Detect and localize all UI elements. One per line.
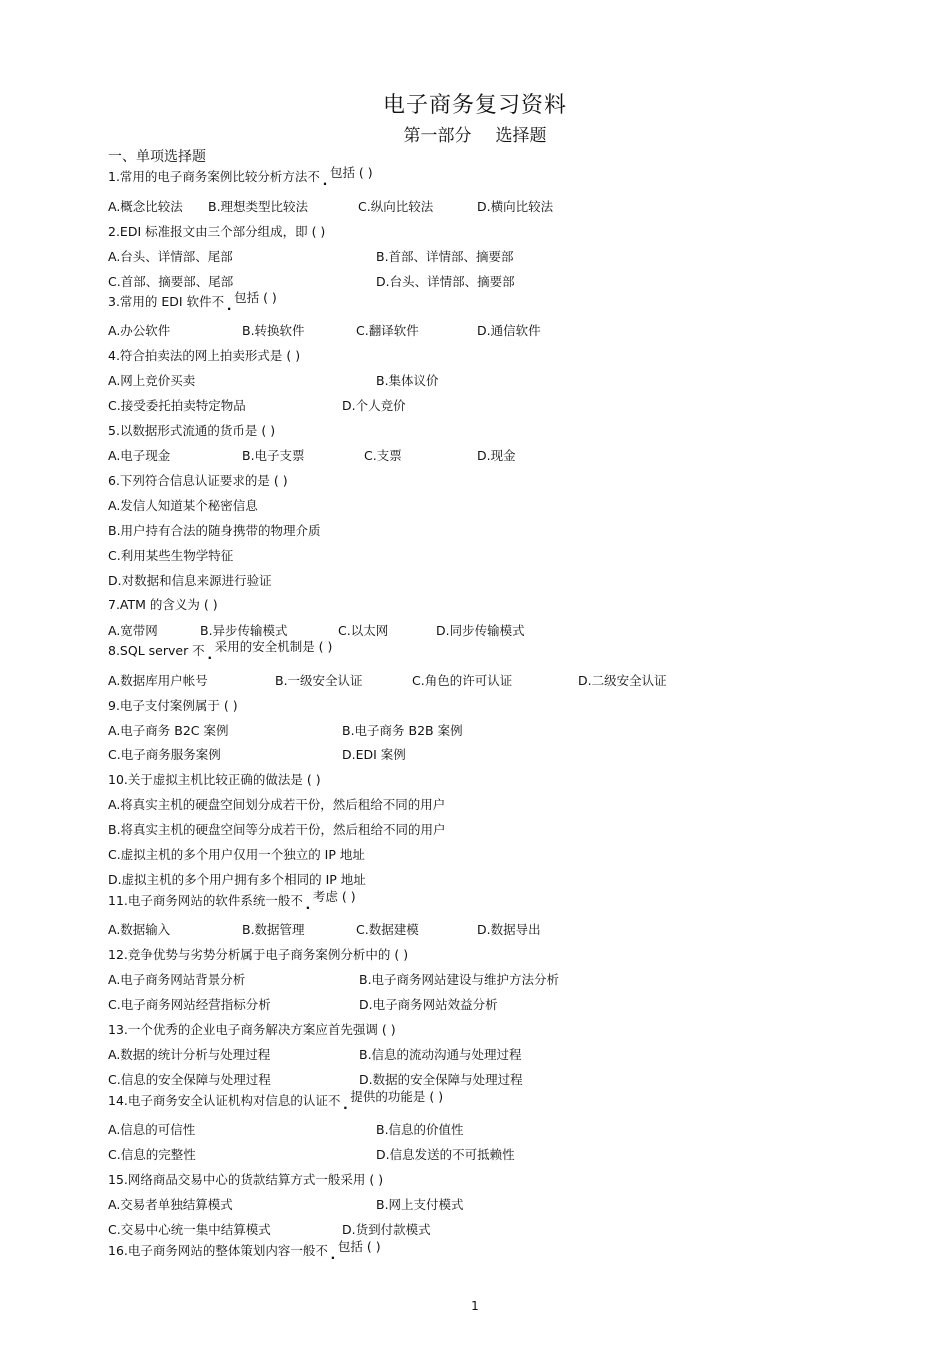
option-b: B.信息的价值性	[376, 1122, 464, 1137]
option-b: B.电子商务网站建设与维护方法分析	[359, 972, 560, 987]
question-stem: 5.以数据形式流通的货币是 ( )	[108, 423, 276, 438]
part-heading	[0, 121, 950, 146]
option-d: D.横向比较法	[477, 199, 554, 214]
option-b: B.用户持有合法的随身携带的物理介质	[108, 523, 321, 538]
question-stem: 13.一个优秀的企业电子商务解决方案应首先强调 ( )	[108, 1022, 396, 1037]
option-d: D.货到付款模式	[342, 1222, 431, 1237]
option-d: D.台头、详情部、摘要部	[376, 274, 515, 289]
question-stem: 3.常用的 EDI 软件不 .包括 ( )	[108, 290, 277, 313]
question-stem: 4.符合拍卖法的网上拍卖形式是 ( )	[108, 348, 301, 363]
option-a: A.办公软件	[108, 323, 171, 338]
option-b: B.网上支付模式	[376, 1197, 464, 1212]
option-d: D.虚拟主机的多个用户拥有多个相同的 IP 地址	[108, 872, 366, 887]
option-a: A.电子商务网站背景分析	[108, 972, 246, 987]
option-b: B.数据管理	[242, 922, 305, 937]
question-stem: 6.下列符合信息认证要求的是 ( )	[108, 473, 288, 488]
question-stem: 10.关于虚拟主机比较正确的做法是 ( )	[108, 772, 321, 787]
option-a: A.宽带网	[108, 623, 158, 638]
option-a: A.台头、详情部、尾部	[108, 249, 233, 264]
option-b: B.理想类型比较法	[208, 199, 309, 214]
option-c: C.交易中心统一集中结算模式	[108, 1222, 271, 1237]
option-a: A.信息的可信性	[108, 1122, 196, 1137]
option-c: C.利用某些生物学特征	[108, 548, 234, 563]
option-b: B.信息的流动沟通与处理过程	[359, 1047, 522, 1062]
option-c: C.数据建模	[356, 922, 419, 937]
option-c: C.翻译软件	[356, 323, 419, 338]
option-a: A.电子商务 B2C 案例	[108, 723, 229, 738]
option-a: A.概念比较法	[108, 199, 183, 214]
option-d: D.个人竞价	[342, 398, 406, 413]
option-c: C.虚拟主机的多个用户仅用一个独立的 IP 地址	[108, 847, 365, 862]
option-c: C.支票	[364, 448, 402, 463]
option-a: A.数据库用户帐号	[108, 673, 208, 688]
question-stem: 1.常用的电子商务案例比较分析方法不 .包括 ( )	[108, 165, 373, 188]
option-a: A.将真实主机的硬盘空间划分成若干份，然后租给不同的用户	[108, 797, 446, 812]
option-d: D.二级安全认证	[578, 673, 667, 688]
option-d: D.通信软件	[477, 323, 541, 338]
option-b: B.电子商务 B2B 案例	[342, 723, 463, 738]
option-d: D.同步传输模式	[436, 623, 525, 638]
option-c: C.首部、摘要部、尾部	[108, 274, 234, 289]
option-c: C.角色的许可认证	[412, 673, 513, 688]
option-a: A.电子现金	[108, 448, 171, 463]
option-a: A.网上竞价买卖	[108, 373, 196, 388]
question-stem: 15.网络商品交易中心的货款结算方式一般采用 ( )	[108, 1172, 384, 1187]
question-stem: 12.竞争优势与劣势分析属于电子商务案例分析中的 ( )	[108, 947, 409, 962]
option-a: A.数据的统计分析与处理过程	[108, 1047, 271, 1062]
option-c: C.电子商务服务案例	[108, 747, 221, 762]
option-d: D.信息发送的不可抵赖性	[376, 1147, 515, 1162]
option-b: B.转换软件	[242, 323, 305, 338]
part-name: 选择题	[495, 126, 547, 146]
question-stem: 8.SQL server 不 .采用的安全机制是 ( )	[108, 639, 333, 662]
option-b: B.将真实主机的硬盘空间等分成若干份，然后租给不同的用户	[108, 822, 446, 837]
option-d: D.对数据和信息来源进行验证	[108, 573, 272, 588]
option-c: C.电子商务网站经营指标分析	[108, 997, 271, 1012]
page-number: 1	[471, 1299, 479, 1313]
option-d: D.数据导出	[477, 922, 541, 937]
option-b: B.电子支票	[242, 448, 305, 463]
option-b: B.首部、详情部、摘要部	[376, 249, 514, 264]
option-b: B.异步传输模式	[200, 623, 288, 638]
option-c: C.接受委托拍卖特定物品	[108, 398, 246, 413]
question-stem: 9.电子支付案例属于 ( )	[108, 698, 238, 713]
question-stem: 16.电子商务网站的整体策划内容一般不 .包括 ( )	[108, 1239, 381, 1262]
question-stem: 11.电子商务网站的软件系统一般不 .考虑 ( )	[108, 889, 356, 912]
option-a: A.交易者单独结算模式	[108, 1197, 233, 1212]
option-d: D.现金	[477, 448, 516, 463]
option-a: A.发信人知道某个秘密信息	[108, 498, 258, 513]
option-c: C.信息的完整性	[108, 1147, 196, 1162]
option-c: C.纵向比较法	[358, 199, 434, 214]
option-d: D.数据的安全保障与处理过程	[359, 1072, 523, 1087]
part-label: 第一部分	[403, 126, 472, 146]
option-c: C.以太网	[338, 623, 389, 638]
question-stem: 14.电子商务安全认证机构对信息的认证不 .提供的功能是 ( )	[108, 1089, 444, 1112]
section-heading: 一、单项选择题	[108, 149, 206, 165]
option-d: D.EDI 案例	[342, 747, 406, 762]
document-title: 电子商务复习资料	[382, 93, 567, 118]
option-a: A.数据输入	[108, 922, 171, 937]
option-b: B.一级安全认证	[275, 673, 363, 688]
question-stem: 2.EDI 标准报文由三个部分组成，即 ( )	[108, 224, 326, 239]
option-d: D.电子商务网站效益分析	[359, 997, 498, 1012]
option-b: B.集体议价	[376, 373, 439, 388]
question-stem: 7.ATM 的含义为 ( )	[108, 597, 218, 612]
option-c: C.信息的安全保障与处理过程	[108, 1072, 271, 1087]
